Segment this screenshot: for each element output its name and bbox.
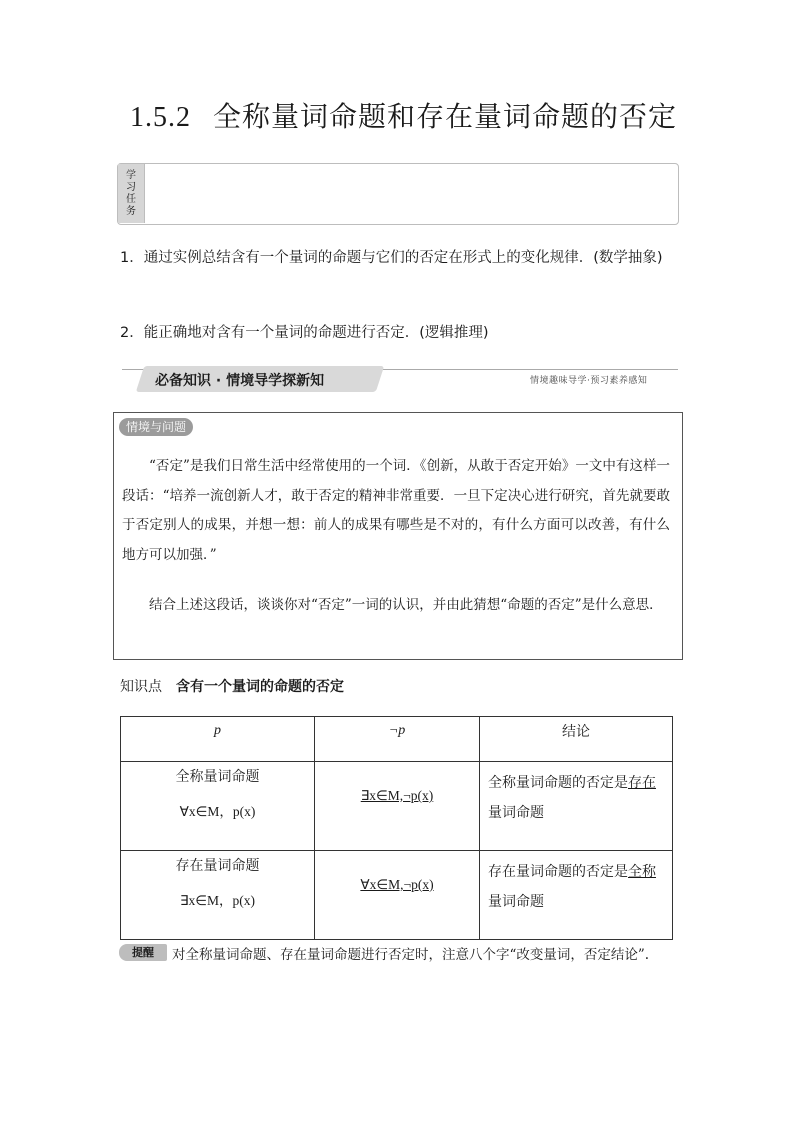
header-conclusion: 结论	[562, 724, 590, 740]
goal-1: 1．通过实例总结含有一个量词的命题与它们的否定在形式上的变化规律．(数学抽象)	[120, 250, 663, 266]
row-form: ∀x∈M，p(x)	[179, 804, 256, 819]
knowledge-label: 知识点	[120, 679, 162, 695]
row-type: 存在量词命题	[175, 858, 260, 874]
goal-2: 2．能正确地对含有一个量词的命题进行否定．(逻辑推理)	[120, 325, 489, 341]
learning-task-label: 学 习 任 务	[118, 164, 145, 223]
page-title	[130, 95, 677, 135]
row-negation: ∃x∈M,¬p(x)	[360, 788, 434, 803]
scene-paragraph-2: 结合上述这段话，谈谈你对“否定”一词的认识，并由此猜想“命题的否定”是什么意思．	[149, 597, 663, 613]
learning-task-box	[117, 163, 679, 225]
table-row: 存在量词命题 ∃x∈M，p(x) ∀x∈M,¬p(x) 存在量词命题的否定是全称量词命题	[121, 851, 673, 940]
banner-subtitle: 情境趣味导学·预习素养感知	[530, 376, 648, 386]
row-type: 全称量词命题	[175, 769, 260, 785]
row-conclusion: 全称量词命题的否定是	[488, 775, 628, 791]
table-row: 全称量词命题 ∀x∈M，p(x) ∃x∈M,¬p(x) 全称量词命题的否定是存在量词命题	[121, 762, 673, 851]
tip-text: 对全称量词命题、存在量词命题进行否定时，注意八个字“改变量词，否定结论”.	[172, 947, 650, 963]
table-header-row	[121, 717, 673, 762]
header-not-p: ¬p	[388, 723, 406, 738]
tip-tag: 提醒	[119, 944, 167, 961]
row-negation: ∀x∈M,¬p(x)	[360, 877, 434, 892]
knowledge-point	[120, 676, 344, 696]
banner-title: 必备知识 · 情境导学探新知	[155, 373, 325, 389]
row-conclusion: 存在量词命题的否定是	[488, 864, 628, 880]
section-number: 1.5.2	[130, 102, 191, 133]
scene-paragraph-1: “否定”是我们日常生活中经常使用的一个词．《创新，从敢于否定开始》一文中有这样一段话：“培养一流创新人才，敢于否定的精神非常重要．一旦下定决心进行研究，首先就要敢于否定别人的成果，并想一想：前人的成果有哪些是不对的，有什么方面可以改善，有什么地方可以加强．”	[122, 458, 670, 563]
row-form: ∃x∈M，p(x)	[179, 893, 256, 908]
knowledge-title: 含有一个量词的命题的否定	[176, 679, 344, 695]
section-title: 全称量词命题和存在量词命题的否定	[213, 100, 678, 133]
scene-tag: 情境与问题	[119, 418, 193, 436]
quantifier-table	[120, 716, 673, 940]
header-p: p	[214, 723, 221, 738]
